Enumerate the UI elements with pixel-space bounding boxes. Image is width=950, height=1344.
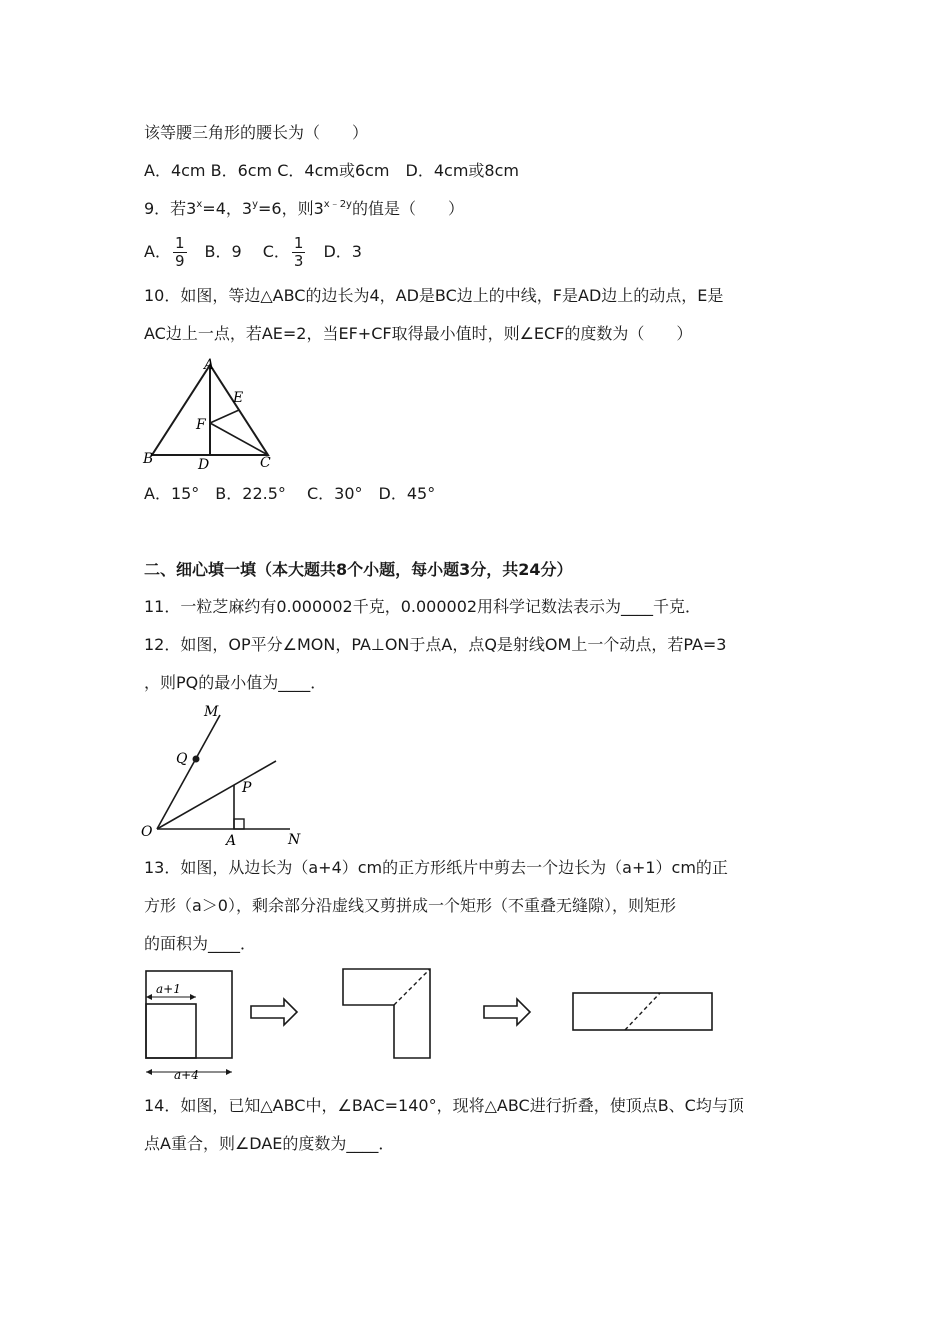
q10-label-e: E bbox=[233, 390, 244, 406]
q13-square-figure bbox=[138, 962, 728, 1082]
q10-triangle-figure bbox=[140, 355, 280, 475]
q10-label-c: C bbox=[260, 455, 271, 471]
q13-rectangle bbox=[573, 993, 712, 1030]
q10-options: A．15° B．22.5° C．30° D．45° bbox=[144, 484, 436, 503]
q13-arrow-1 bbox=[251, 999, 297, 1025]
q10-label-f: F bbox=[196, 417, 206, 433]
q10-stem-line2: AC边上一点，若AE=2，当EF+CF取得最小值时，则∠ECF的度数为（ ） bbox=[144, 324, 693, 343]
q9-options: A． $\frac{1}{9}$ B．9 C． $\frac{1}{3}$ D．3 bbox=[144, 234, 362, 270]
q12-label-n: N bbox=[288, 832, 301, 848]
q12-label-a: A bbox=[226, 833, 237, 849]
q8-stem-continuation: 该等腰三角形的腰长为（ ） bbox=[144, 123, 369, 142]
q9-fraction-a: $\frac{1}{9}$ bbox=[174, 234, 185, 270]
q10-label-d: D bbox=[198, 457, 210, 473]
q12-label-q: Q bbox=[176, 751, 188, 767]
q12-stem-line2: ，则PQ的最小值为____． bbox=[144, 673, 327, 692]
q12-stem-line1: 12．如图，OP平分∠MON，PA⊥ON于点A，点Q是射线OM上一个动点，若PA=3 bbox=[144, 635, 727, 654]
q13-label-a-plus-1: a+1 bbox=[156, 982, 181, 996]
q12-label-m: M bbox=[204, 704, 219, 720]
q13-stem-line2: 方形（a＞0），剩余部分沿虚线又剪拼成一个矩形（不重叠无缝隙），则矩形 bbox=[144, 896, 676, 915]
q9-stem: 9．若$3^x=4$，$3^y=6$，则$3^{x﹣2y}$的值是（ ） bbox=[144, 199, 464, 218]
q9-fraction-c: $\frac{1}{3}$ bbox=[293, 234, 304, 270]
q11-stem: 11．一粒芝麻约有0.000002千克，0.000002用科学记数法表示为____千克． bbox=[144, 597, 702, 616]
q10-label-b: B bbox=[143, 451, 154, 467]
q14-stem-line2: 点A重合，则∠DAE的度数为____． bbox=[144, 1134, 395, 1153]
q12-label-p: P bbox=[242, 780, 252, 796]
section2-heading: 二、细心填一填（本大题共8个小题，每小题3分，共24分） bbox=[144, 560, 573, 579]
q10-label-a: A bbox=[204, 357, 215, 373]
q13-stem-line1: 13．如图，从边长为（a+4）cm的正方形纸片中剪去一个边长为（a+1）cm的正 bbox=[144, 858, 728, 877]
q8-options: A．4cm B．6cm C．4cm或6cm D．4cm或8cm bbox=[144, 161, 519, 180]
q13-label-a-plus-4: a+4 bbox=[174, 1068, 199, 1082]
q13-l-shape bbox=[343, 969, 430, 1058]
q12-angle-figure bbox=[138, 700, 303, 850]
q10-stem-line1: 10．如图，等边△ABC的边长为4，AD是BC边上的中线，F是AD边上的动点，E是 bbox=[144, 286, 724, 305]
q13-stem-line3: 的面积为____． bbox=[144, 934, 257, 953]
q12-label-o: O bbox=[141, 824, 153, 840]
q13-arrow-2 bbox=[484, 999, 530, 1025]
q14-stem-line1: 14．如图，已知△ABC中，∠BAC=140°，现将△ABC进行折叠，使顶点B、C均与顶 bbox=[144, 1096, 744, 1115]
